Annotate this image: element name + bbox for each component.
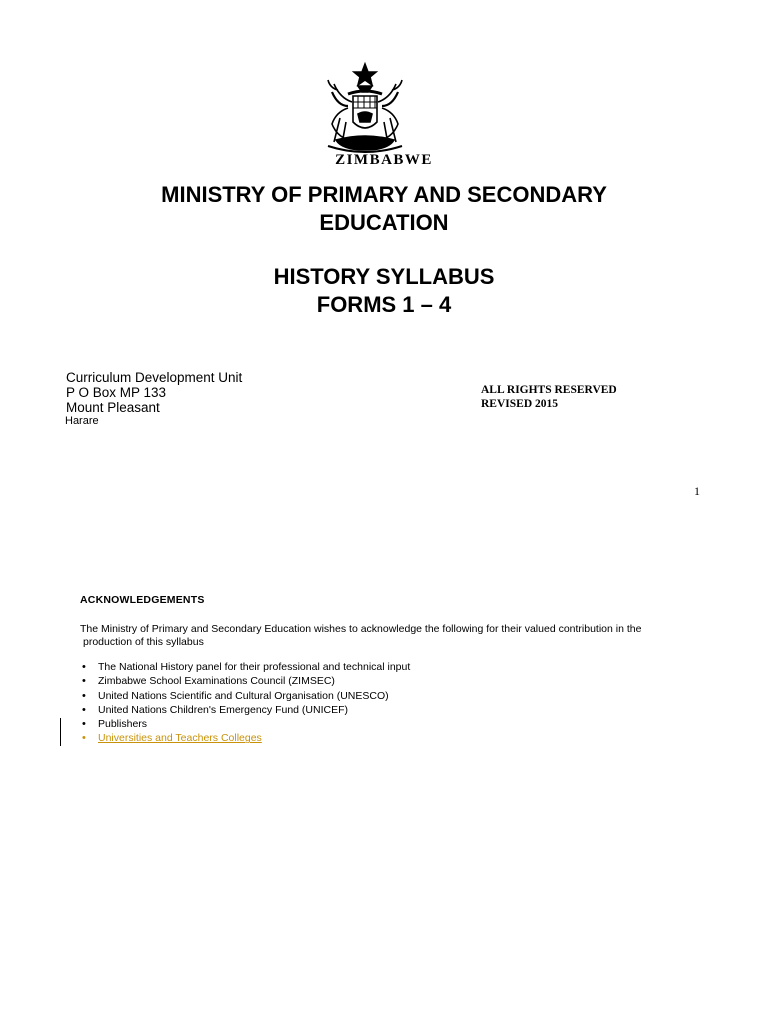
rights-reserved: ALL RIGHTS RESERVED	[481, 384, 617, 396]
acknowledgements-heading: ACKNOWLEDGEMENTS	[80, 594, 205, 606]
ministry-title	[84, 181, 684, 237]
acknowledgements-list	[80, 660, 410, 746]
list-item: • United Nations Scientific and Cultural Organisation (UNESCO)	[80, 689, 410, 703]
list-item: • Zimbabwe School Examinations Council (ZIMSEC)	[80, 674, 410, 688]
acknowledgements-intro-line2: production of this syllabus	[83, 636, 204, 648]
address-line-4: Harare	[65, 415, 99, 427]
syllabus-title	[84, 263, 684, 319]
ministry-title-line2: EDUCATION	[319, 210, 449, 235]
list-item: • Publishers	[80, 717, 410, 731]
acknowledgements-intro-line1: The Ministry of Primary and Secondary Education wishes to acknowledge the following for their valued contribution in the	[80, 623, 642, 635]
ministry-title-line1: MINISTRY OF PRIMARY AND SECONDARY	[161, 182, 607, 207]
list-item: • The National History panel for their professional and technical input	[80, 660, 410, 674]
syllabus-title-line2: FORMS 1 – 4	[316, 292, 452, 317]
address-line-2: P O Box MP 133	[66, 385, 167, 400]
acknowledgements-intro	[80, 623, 680, 649]
address-line-3: Mount Pleasant	[66, 400, 160, 415]
revised-date: REVISED 2015	[481, 398, 559, 410]
syllabus-title-line1: HISTORY SYLLABUS	[273, 264, 495, 289]
emblem-label: ZIMBABWE	[335, 152, 433, 168]
universities-link[interactable]: • Universities and Teachers Colleges	[80, 731, 410, 745]
page-number: 1	[694, 484, 700, 498]
list-item: • United Nations Children's Emergency Fund (UNICEF)	[80, 703, 410, 717]
address-line-1: Curriculum Development Unit	[66, 370, 243, 385]
change-bar	[60, 718, 61, 746]
coat-of-arms-icon	[318, 62, 412, 156]
